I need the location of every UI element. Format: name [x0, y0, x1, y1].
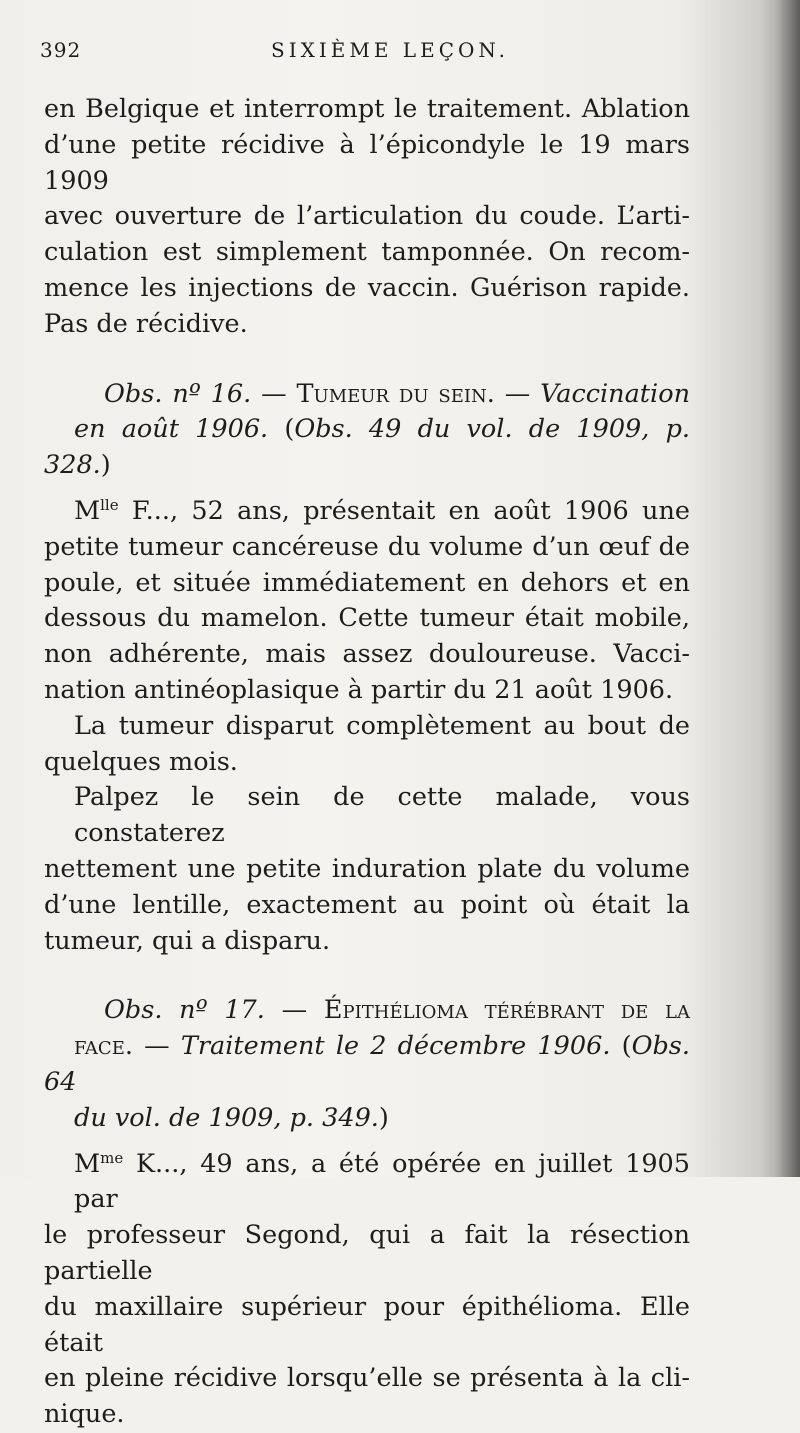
- observation-reference: du vol. de 1909, p. 349.: [74, 1102, 379, 1133]
- text-fragment: K..., 49 ans, a été opérée en juillet 1905 par: [74, 1148, 690, 1215]
- paragraph-tumour-disappeared: [44, 709, 690, 781]
- text-line: non adhérente, mais assez douloureuse. Vacci-: [44, 639, 690, 670]
- page-header: [40, 38, 740, 70]
- observation-subtitle: Traitement le 2 décembre 1906.: [180, 1031, 611, 1062]
- text-line: [44, 494, 690, 530]
- text-fragment: F..., 52 ans, présentait en août 1906 une: [118, 495, 690, 526]
- observation-reference: Obs. 64: [44, 1031, 690, 1097]
- running-head: SIXIÈME LEÇON.: [271, 38, 509, 62]
- paragraph-palpation: [44, 780, 690, 959]
- paren-open: (: [268, 414, 295, 445]
- text-line: quelques mois.: [44, 746, 238, 777]
- observation-label: Obs. nº 17.: [104, 995, 265, 1026]
- heading-line: [44, 377, 690, 413]
- text-line: mence les injections de vaccin. Guérison rapide.: [44, 272, 690, 303]
- dash: —: [494, 378, 541, 409]
- text-line: tumeur, qui a disparu.: [44, 925, 331, 956]
- text-line: culation est simplement tamponnée. On recom-: [44, 237, 690, 268]
- text-line: Pas de récidive.: [44, 308, 248, 339]
- title-superscript: lle: [100, 495, 119, 514]
- paragraph-case-16: [44, 494, 690, 709]
- text-line: avec ouverture de l’articulation du coude. L’arti-: [44, 201, 690, 232]
- body-text: [44, 92, 690, 1433]
- observation-title: Tumeur du sein.: [296, 378, 495, 409]
- text-line: en Belgique et interrompt le traitement. Ablation: [44, 94, 690, 124]
- title-prefix: M: [74, 495, 101, 526]
- text-line: du maxillaire supérieur pour épithélioma. Elle était: [44, 1291, 690, 1358]
- dash: —: [264, 995, 324, 1026]
- text-line: nation antinéoplasique à partir du 21 août 1906.: [44, 674, 674, 705]
- dash: —: [251, 378, 297, 409]
- dash: —: [132, 1031, 181, 1062]
- text-line: en pleine récidive lorsqu’elle se présenta à la cli-: [44, 1363, 690, 1394]
- text-line: d’une petite récidive à l’épicondyle le 19 mars 1909: [44, 129, 690, 196]
- text-line: [44, 1147, 690, 1219]
- text-line: d’une lentille, exactement au point où était la: [44, 889, 690, 920]
- paren-close: ): [378, 1102, 389, 1133]
- title-prefix: M: [74, 1148, 101, 1179]
- text-line: La tumeur disparut complètement au bout de: [74, 710, 690, 741]
- text-line: le professeur Segond, qui a fait la résection partielle: [44, 1220, 690, 1286]
- text-line: petite tumeur cancéreuse du volume d’un œuf de: [44, 531, 690, 562]
- heading-line: [44, 993, 690, 1029]
- observation-subtitle: Vaccination: [540, 378, 690, 409]
- text-line: Palpez le sein de cette malade, vous constaterez: [74, 782, 690, 849]
- text-line: nettement une petite induration plate du volume: [44, 853, 690, 884]
- page-edge-shadow: [760, 0, 800, 1177]
- text-line: dessous du mamelon. Cette tumeur était mobile,: [44, 603, 690, 634]
- observation-label: Obs. nº 16.: [104, 378, 252, 409]
- title-superscript: me: [100, 1148, 124, 1167]
- paren-close: ): [100, 450, 111, 481]
- observation-16-heading: [44, 377, 690, 484]
- heading-line: [44, 412, 690, 484]
- paren-open: (: [610, 1031, 632, 1062]
- text-line: nique.: [44, 1399, 125, 1430]
- observation-subtitle: en août 1906.: [74, 414, 269, 445]
- paragraph-continuation: [44, 92, 690, 343]
- observation-title: Épithélioma térébrant de la: [323, 995, 690, 1026]
- heading-line: [44, 1029, 690, 1101]
- observation-17-heading: [44, 993, 690, 1136]
- heading-line: [44, 1101, 690, 1137]
- paragraph-case-17: [44, 1147, 690, 1433]
- observation-reference: Obs. 49 du vol. de 1909, p. 328.: [44, 414, 690, 481]
- observation-title: face.: [74, 1031, 133, 1062]
- text-line: poule, et située immédiatement en dehors et en: [44, 567, 690, 598]
- page-number: 392: [40, 38, 82, 62]
